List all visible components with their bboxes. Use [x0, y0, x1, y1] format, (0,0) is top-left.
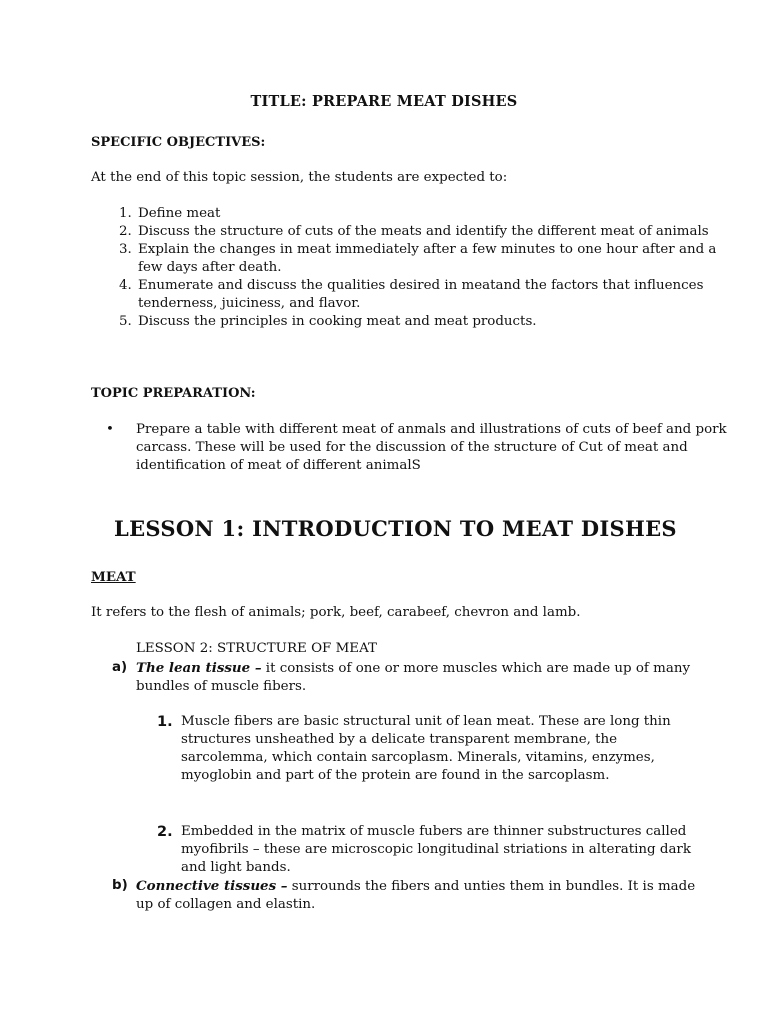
objectives-list [91, 205, 736, 331]
item-text: it consists of one or more muscles which are made up of many bundles of muscle fibers. [136, 661, 691, 694]
objectives-intro: At the end of this topic session, the students are expected to: [91, 170, 508, 185]
sub-item-muscle-fibers [157, 713, 701, 785]
item-text: surrounds the fibers and unties them in bundles. It is made up of collagen and elastin. [136, 879, 696, 912]
item-marker: a) [112, 660, 128, 675]
lesson1-heading: LESSON 1: INTRODUCTION TO MEAT DISHES [114, 516, 677, 541]
item-lean-tissue [112, 659, 696, 696]
preparation-text: Prepare a table with different meat of anmals and illustrations of cuts of beef and pork carcass. These will be used for the discussion of the structure of Cut of meat and identification of meat of different animalS [136, 422, 727, 473]
preparation-heading: TOPIC PREPARATION: [91, 386, 256, 401]
document-title: TITLE: PREPARE MEAT DISHES [250, 93, 518, 110]
item-term: The lean tissue – [136, 660, 262, 676]
preparation-item [106, 421, 736, 475]
objective-item: 2. Discuss the structure of cuts of the meats and identify the different meat of animals [136, 223, 736, 241]
meat-definition: It refers to the flesh of animals; pork, beef, carabeef, chevron and lamb. [91, 605, 581, 620]
meat-heading: MEAT [91, 569, 136, 585]
objective-item: 4. Enumerate and discuss the qualities desired in meatand the factors that influences tenderness, juiciness, and flavor. [136, 277, 736, 313]
objective-item: 3. Explain the changes in meat immediately after a few minutes to one hour after and a few days after death. [136, 241, 736, 277]
item-connective-tissues [112, 877, 696, 914]
objectives-heading: SPECIFIC OBJECTIVES: [91, 135, 266, 150]
item-marker: b) [112, 878, 128, 893]
lesson2-heading: LESSON 2: STRUCTURE OF MEAT [136, 641, 377, 656]
sub-text: Muscle fibers are basic structural unit of lean meat. These are long thin structures unsheathed by a delicate transparent membrane, the sarcolemma, which contain sarcoplasm. Minerals, vitamins, enzymes, myoglobin and part of the protein are found in the sarcoplasm. [181, 714, 671, 783]
sub-marker: 2. [157, 824, 173, 840]
sub-item-myofibrils [157, 823, 701, 877]
objective-item: 1. Define meat [136, 205, 736, 223]
preparation-list [91, 421, 736, 475]
objective-item: 5. Discuss the principles in cooking meat and meat products. [136, 313, 736, 331]
item-term: Connective tissues – [136, 878, 288, 894]
sub-text: Embedded in the matrix of muscle fubers are thinner substructures called myofibrils – these are microscopic longitudinal striations in alterating dark and light bands. [181, 824, 691, 875]
sub-marker: 1. [157, 714, 173, 730]
bullet-icon: • [106, 422, 114, 437]
